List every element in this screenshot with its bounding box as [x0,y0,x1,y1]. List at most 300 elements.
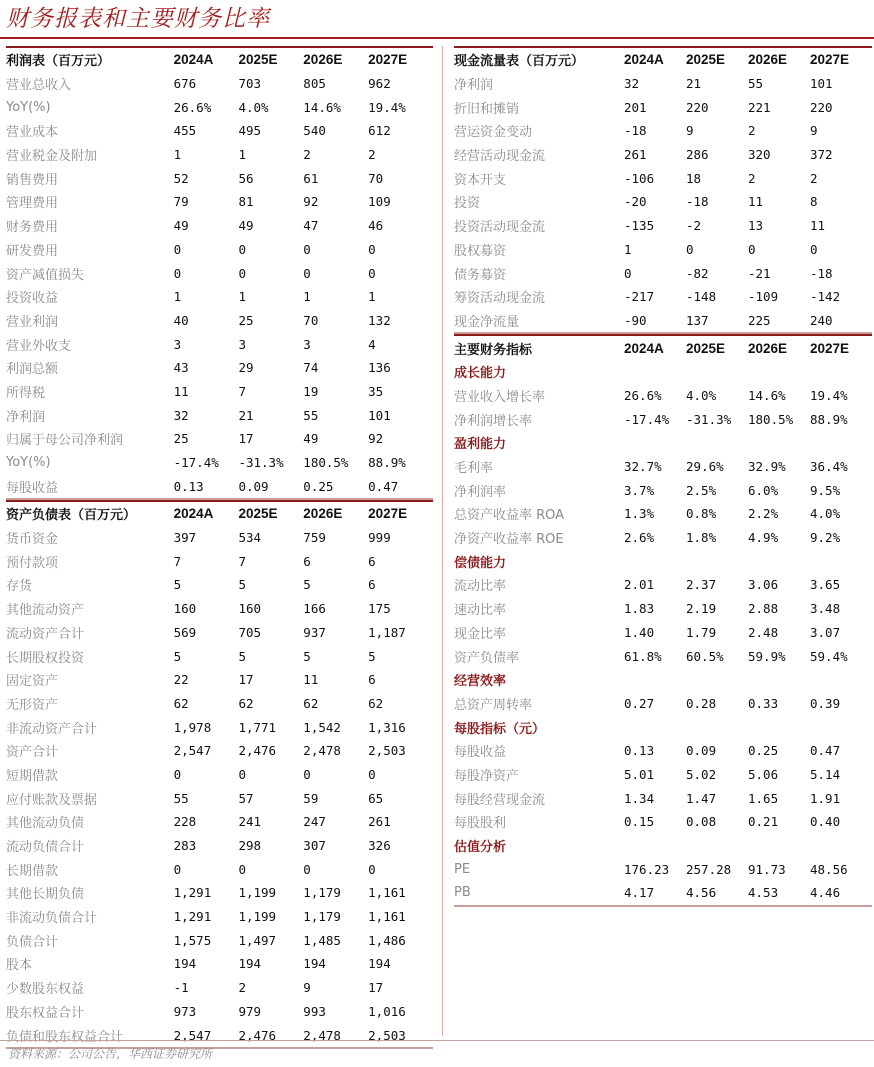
table-row [6,692,433,716]
cashflow-table [454,46,872,334]
year-header: 2024A [624,52,664,68]
cell-value: 19 [303,383,319,399]
cell-value: 9 [810,123,818,139]
row-label: 销售费用 [6,172,59,188]
row-label: 管理费用 [6,196,59,212]
cell-value: 32 [173,407,189,423]
table-row [6,834,433,858]
table-row [6,763,433,787]
cell-value: 2,503 [368,743,406,759]
table-row [454,526,872,550]
cell-value: 29.6% [686,459,724,475]
table-row [6,739,433,763]
cell-value: 0.08 [686,814,717,830]
row-label: 投资 [454,196,481,212]
cell-value: 0.8% [686,506,717,522]
column-divider [442,46,443,1036]
cell-value: 0 [368,861,376,877]
cell-value: 52 [173,170,189,186]
table-row [6,285,433,309]
cell-value: 5.06 [748,766,779,782]
cell-value: 55 [303,407,319,423]
cell-value: 1 [173,289,182,305]
table-header-row [6,46,433,72]
row-label: 股本 [6,958,33,974]
cell-value: 180.5% [748,411,794,427]
cell-value: 4.9% [748,530,779,546]
cell-value: 136 [368,360,391,376]
year-header: 2024A [173,52,214,68]
cell-value: -90 [624,312,647,328]
year-header: 2025E [686,52,726,68]
cell-value: 0 [238,861,246,877]
cell-value: 57 [238,790,254,806]
table-row [6,526,433,550]
cell-value: 11 [173,383,189,399]
cell-value: 397 [173,530,197,546]
table-header-row [454,46,872,72]
row-label: 利润总额 [6,362,59,378]
cell-value: 49 [238,218,254,234]
cell-value: 7 [238,553,246,569]
row-label: 净利润 [454,78,494,94]
cell-value: -20 [624,194,647,210]
cell-value: 5 [238,648,246,664]
cell-value: 1,486 [368,932,406,948]
table-row [454,214,872,238]
cell-value: 88.9% [368,455,406,471]
year-header: 2025E [686,340,726,356]
cell-value: -31.3% [238,455,284,471]
cell-value: 0 [748,241,756,257]
cell-value: 1,291 [173,885,212,901]
cell-value: 3 [173,336,182,352]
cell-value: 13 [748,218,764,234]
cell-value: -21 [748,265,771,281]
cell-value: 25 [238,312,254,328]
cell-value: 1,199 [238,885,277,901]
cell-value: 8 [810,194,818,210]
cell-value: 286 [686,147,709,163]
table-row [6,143,433,167]
section-row [454,668,872,692]
year-header: 2026E [303,506,343,522]
table-row [6,857,433,881]
row-label: YoY(%) [6,99,51,115]
table-header-row [6,500,433,526]
table-row [454,786,872,810]
row-label: 现金净流量 [454,314,520,330]
cell-value: 2,503 [368,1027,406,1043]
row-label: 营业外收支 [6,338,72,354]
cell-value: 0.25 [748,743,779,759]
cell-value: 5 [368,648,376,664]
row-label: 筹资活动现金流 [454,291,546,307]
row-label: 净利润率 [454,484,507,500]
cell-value: 0 [303,861,311,877]
cell-value: 0.13 [624,743,655,759]
cell-value: -1 [173,980,189,996]
year-header: 2024A [624,340,664,356]
cell-value: 2,478 [303,743,341,759]
section-row [454,834,872,858]
cell-value: 101 [810,76,833,92]
row-label: 净利润增长率 [454,413,533,429]
row-label: 折旧和摊销 [454,101,520,117]
cell-value: 1.83 [624,601,655,617]
table-row [454,478,872,502]
cell-value: 0 [624,265,632,281]
cell-value: 62 [173,695,189,711]
cell-value: 2 [303,147,311,163]
year-header: 2026E [748,340,788,356]
row-label: 投资收益 [6,291,59,307]
row-label: 负债和股东权益合计 [6,1029,124,1045]
table-row [454,238,872,262]
table-row [6,644,433,668]
table-row [6,261,433,285]
cell-value: 7 [238,383,246,399]
cell-value: 22 [173,672,189,688]
cell-value: 2.37 [686,577,717,593]
row-label: 归属于母公司净利润 [6,433,124,449]
right-column [454,46,872,907]
section-label: 成长能力 [454,366,507,382]
table-row [454,810,872,834]
table-row [454,455,872,479]
cell-value: 47 [303,218,319,234]
cell-value: 4.53 [748,885,779,901]
row-label: 毛利率 [454,461,494,477]
row-label: 所得税 [6,385,46,401]
cell-value: 1.40 [624,624,655,640]
cell-value: 1 [624,241,632,257]
cell-value: 3 [238,336,246,352]
table-row [454,692,872,716]
cell-value: 1,179 [303,885,341,901]
row-label: 流动资产合计 [6,626,85,642]
cell-value: 5 [238,577,246,593]
cell-value: 979 [238,1003,262,1019]
cell-value: 495 [238,123,262,139]
cell-value: 540 [303,123,326,139]
year-header: 2026E [303,52,343,68]
cell-value: 137 [686,312,709,328]
row-label: 营业税金及附加 [6,149,98,165]
row-label: 总资产收益率 ROA [454,508,565,524]
table-row [454,881,872,907]
cell-value: 3.65 [810,577,841,593]
table-row [454,95,872,119]
cell-value: 2.01 [624,577,655,593]
cell-value: 180.5% [303,455,349,471]
cell-value: 326 [368,838,391,854]
cell-value: 46 [368,218,384,234]
cell-value: 999 [368,530,391,546]
cell-value: 3.06 [748,577,779,593]
cell-value: 1,575 [173,932,212,948]
cell-value: 1.34 [624,790,655,806]
row-label: 货币资金 [6,532,59,548]
table-row [6,905,433,929]
row-label: 营运资金变动 [454,125,533,141]
cell-value: 0.28 [686,695,717,711]
cell-value: 1,978 [173,719,212,735]
cell-value: 0.21 [748,814,779,830]
cell-value: 6 [368,553,376,569]
cell-value: 1,161 [368,885,406,901]
table-title: 现金流量表（百万元） [454,54,585,70]
year-header: 2024A [173,506,214,522]
cell-value: 5 [303,648,311,664]
cell-value: 1 [368,289,376,305]
cell-value: 9.5% [810,482,841,498]
table-row [6,403,433,427]
table-row [454,143,872,167]
cell-value: 372 [810,147,833,163]
table-row [6,1000,433,1024]
cell-value: 0 [368,766,376,782]
row-label: 每股净资产 [454,768,520,784]
cell-value: 2,476 [238,743,277,759]
row-label: 每股收益 [6,480,59,496]
cell-value: -142 [810,289,841,305]
cell-value: 1,179 [303,909,341,925]
row-label: 其他流动负债 [6,816,85,832]
cell-value: -18 [624,123,647,139]
cell-value: 32 [624,76,640,92]
cell-value: -18 [810,265,833,281]
cell-value: 1 [238,147,246,163]
table-row [454,407,872,431]
cell-value: 973 [173,1003,197,1019]
table-row [454,309,872,335]
table-row [454,384,872,408]
cell-value: 43 [173,360,189,376]
year-header: 2027E [810,52,850,68]
cell-value: 0.09 [238,478,269,494]
ratios-table [454,334,872,907]
cell-value: 194 [368,956,391,972]
row-label: 无形资产 [6,697,59,713]
cell-value: 228 [173,814,197,830]
cell-value: 6.0% [748,482,779,498]
row-label: 固定资产 [6,674,59,690]
cell-value: -148 [686,289,717,305]
table-row [6,976,433,1000]
cell-value: 49 [303,431,319,447]
cell-value: 0 [810,241,818,257]
row-label: 股权募资 [454,243,507,259]
table-row [6,72,433,96]
cell-value: 1,161 [368,909,406,925]
cell-value: 9 [686,123,694,139]
cell-value: 14.6% [303,99,341,115]
row-label: 流动负债合计 [6,840,85,856]
cell-value: 220 [686,99,709,115]
row-label: 长期借款 [6,863,59,879]
table-row [6,573,433,597]
page-title: 财务报表和主要财务比率 [6,6,270,32]
cell-value: 6 [368,672,376,688]
row-label: 流动比率 [454,579,507,595]
cell-value: 0.09 [686,743,717,759]
row-label: 长期股权投资 [6,650,85,666]
cell-value: 5 [173,648,182,664]
cell-value: 1,542 [303,719,341,735]
cell-value: 5.02 [686,766,717,782]
cell-value: 7 [173,553,182,569]
cell-value: 26.6% [624,387,662,403]
cell-value: 0 [238,241,246,257]
cell-value: 132 [368,312,391,328]
cell-value: 4.0% [238,99,269,115]
row-label: 少数股东权益 [6,982,85,998]
cell-value: 21 [686,76,702,92]
cell-value: 59 [303,790,319,806]
cell-value: 1,016 [368,1003,406,1019]
cell-value: 2,476 [238,1027,277,1043]
row-label: 投资活动现金流 [454,220,546,236]
cell-value: 6 [368,577,376,593]
table-row [6,668,433,692]
cell-value: 2.19 [686,601,717,617]
row-label: 存货 [6,579,33,595]
balance-sheet-table [6,500,433,1049]
cell-value: 0.13 [173,478,204,494]
row-label: 净利润 [6,409,46,425]
table-row [6,549,433,573]
row-label: 每股收益 [454,745,507,761]
cell-value: 92 [368,431,384,447]
cell-value: 247 [303,814,326,830]
cell-value: 0 [368,241,376,257]
row-label: PB [454,885,471,901]
table-row [454,739,872,763]
cell-value: 32.7% [624,459,662,475]
cell-value: 70 [303,312,319,328]
cell-value: 4.0% [686,387,717,403]
cell-value: 35 [368,383,384,399]
year-header: 2027E [368,52,408,68]
table-row [6,238,433,262]
table-row [6,786,433,810]
cell-value: 1,187 [368,624,406,640]
table-row [6,95,433,119]
cell-value: -82 [686,265,709,281]
table-row [454,72,872,96]
cell-value: 1 [238,289,246,305]
section-label: 偿债能力 [454,555,507,571]
cell-value: 220 [810,99,833,115]
cell-value: 0.47 [810,743,841,759]
cell-value: 0.25 [303,478,334,494]
cell-value: 109 [368,194,391,210]
cell-value: 4.17 [624,885,655,901]
cell-value: 56 [238,170,254,186]
table-row [454,166,872,190]
row-label: 每股经营现金流 [454,792,546,808]
cell-value: 0.33 [748,695,779,711]
row-label: 速动比率 [454,603,507,619]
cell-value: 101 [368,407,391,423]
cell-value: 6 [303,553,311,569]
cell-value: 962 [368,76,391,92]
cell-value: 2,547 [173,1027,212,1043]
cell-value: 805 [303,76,326,92]
cell-value: 2.6% [624,530,655,546]
cell-value: 19.4% [810,387,848,403]
cell-value: 2,478 [303,1027,341,1043]
row-label: 每股股利 [454,816,507,832]
row-label: 债务募资 [454,267,507,283]
cell-value: 1.47 [686,790,717,806]
cell-value: -17.4% [624,411,670,427]
row-label: 总资产周转率 [454,697,533,713]
table-row [454,119,872,143]
cell-value: 176.23 [624,861,670,877]
cell-value: 0 [173,265,182,281]
table-row [6,380,433,404]
cell-value: 79 [173,194,189,210]
cell-value: 1,497 [238,932,277,948]
row-label: 资产合计 [6,745,59,761]
cell-value: 4.56 [686,885,717,901]
row-label: 短期借款 [6,768,59,784]
cell-value: 2 [238,980,246,996]
cell-value: 0.27 [624,695,655,711]
cell-value: 1 [303,289,311,305]
cell-value: 298 [238,838,262,854]
row-label: 现金比率 [454,626,507,642]
title-rule [0,37,874,39]
cell-value: 5.01 [624,766,655,782]
cell-value: 3.48 [810,601,841,617]
cell-value: 70 [368,170,384,186]
cell-value: 261 [368,814,391,830]
year-header: 2027E [810,340,850,356]
cell-value: 612 [368,123,391,139]
row-label: 财务费用 [6,220,59,236]
cell-value: 19.4% [368,99,406,115]
cell-value: 160 [238,601,262,617]
cell-value: 91.73 [748,861,786,877]
cell-value: 241 [238,814,262,830]
row-label: 研发费用 [6,243,59,259]
cell-value: 29 [238,360,254,376]
cell-value: 49 [173,218,189,234]
row-label: 非流动资产合计 [6,721,98,737]
cell-value: -217 [624,289,655,305]
row-label: 营业收入增长率 [454,389,546,405]
cell-value: 0 [303,766,311,782]
cell-value: 59.9% [748,648,786,664]
year-header: 2026E [748,52,788,68]
cell-value: 5 [303,577,311,593]
cell-value: 14.6% [748,387,786,403]
cell-value: 1,199 [238,909,277,925]
row-label: YoY(%) [6,455,51,471]
row-label: 应付账款及票据 [6,792,98,808]
cell-value: 21 [238,407,254,423]
cell-value: 455 [173,123,197,139]
cell-value: 4 [368,336,376,352]
table-row [6,166,433,190]
cell-value: 2,547 [173,743,212,759]
cell-value: 26.6% [173,99,212,115]
cell-value: 4.46 [810,885,841,901]
table-header-row [454,334,872,360]
